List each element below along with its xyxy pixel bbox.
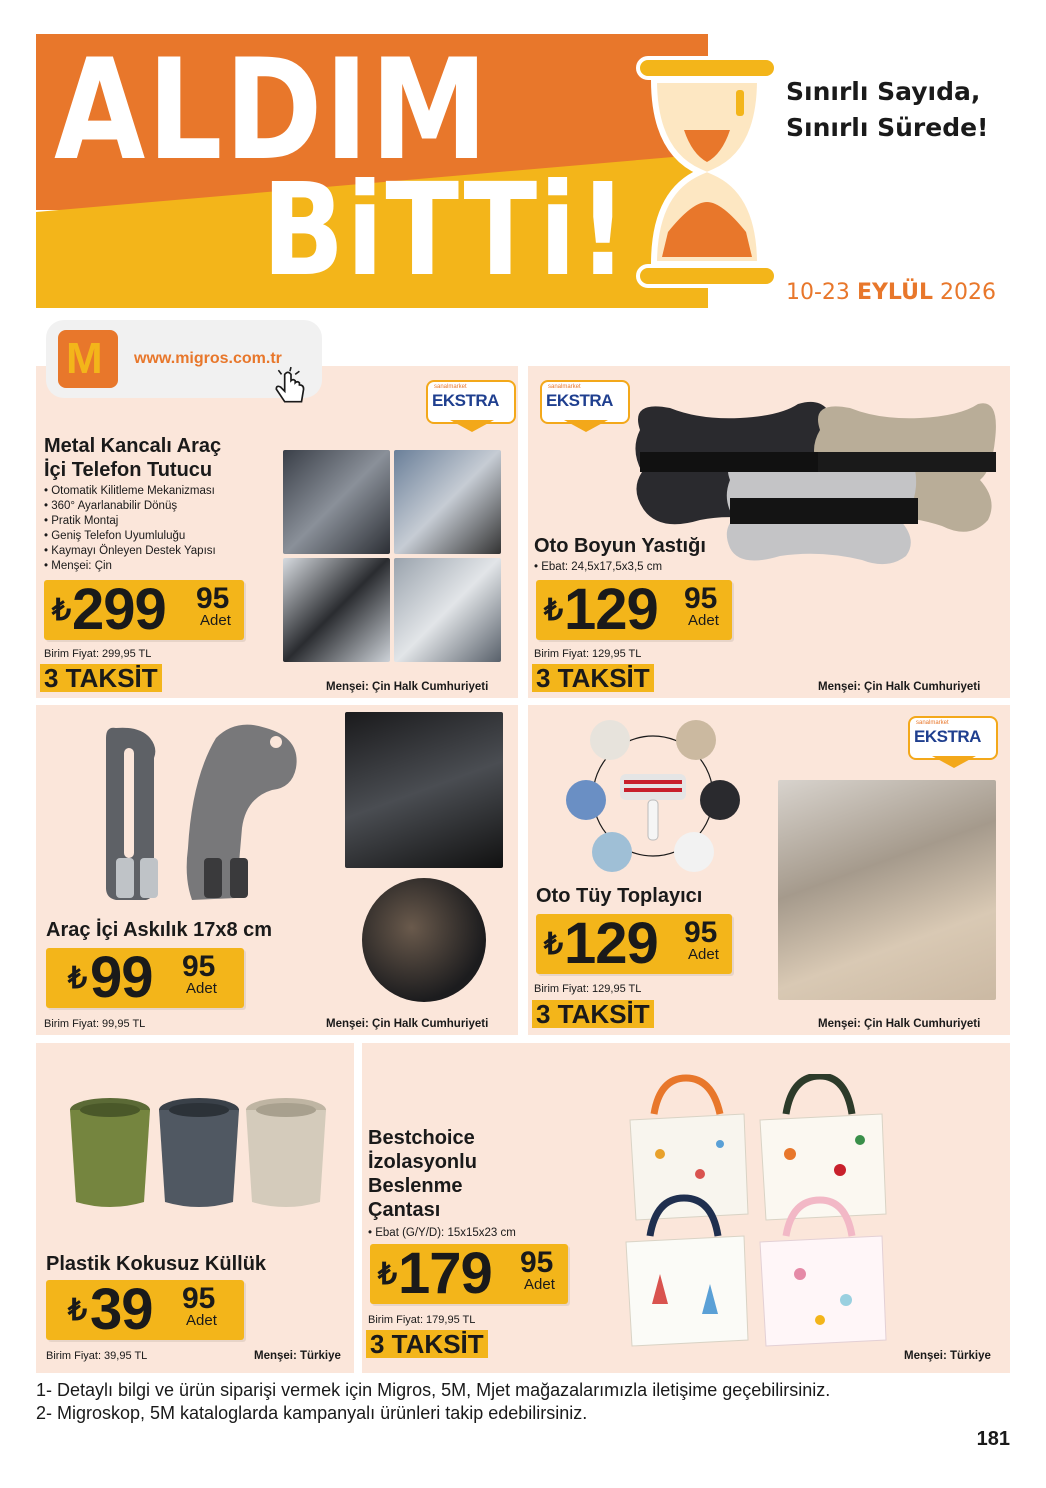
origin-label: Menşei: Türkiye bbox=[904, 1350, 991, 1362]
tagline-line1: Sınırlı Sayıda, bbox=[786, 77, 981, 106]
date-range: 10-23 bbox=[786, 280, 850, 305]
price-integer: 129 bbox=[564, 577, 658, 642]
feature-item: • Ebat (G/Y/D): 15x15x23 cm bbox=[368, 1226, 516, 1241]
product-photo bbox=[394, 558, 501, 662]
unit-price: Birim Fiyat: 299,95 TL bbox=[44, 648, 152, 660]
footer-note-1: 1- Detaylı bilgi ve ürün siparişi vermek için Migros, 5M, Mjet mağazalarımızla iletişime geçebilirsiniz. bbox=[36, 1380, 831, 1400]
website-banner[interactable] bbox=[46, 320, 322, 398]
price-tag bbox=[46, 1277, 244, 1342]
installment-badge: 3 TAKSİT bbox=[532, 1000, 654, 1028]
product-photo bbox=[96, 718, 306, 908]
migros-logo bbox=[58, 330, 118, 388]
product-name: Oto Boyun Yastığı bbox=[534, 535, 706, 557]
currency-symbol: ₺ bbox=[378, 1258, 398, 1291]
feature-list bbox=[534, 560, 662, 575]
product-photo bbox=[620, 1074, 894, 1354]
feature-item: • Kaymayı Önleyen Destek Yapısı bbox=[44, 544, 216, 559]
ekstra-badge bbox=[426, 380, 516, 432]
price-integer: 39 bbox=[90, 1277, 153, 1342]
product-photo bbox=[283, 450, 390, 554]
feature-item: • Menşei: Çin bbox=[44, 559, 216, 574]
price-tag bbox=[536, 911, 732, 976]
product-photo bbox=[283, 558, 390, 662]
product-photo bbox=[564, 716, 742, 876]
price-integer: 299 bbox=[72, 577, 166, 642]
date-month: EYLÜL bbox=[856, 280, 934, 305]
price-decimal: 95 bbox=[182, 1282, 216, 1315]
price-tag bbox=[536, 577, 732, 642]
feature-item: • Geniş Telefon Uyumluluğu bbox=[44, 529, 216, 544]
feature-item: • Pratik Montaj bbox=[44, 514, 216, 529]
product-photo bbox=[66, 1096, 328, 1212]
unit-price: Birim Fiyat: 99,95 TL bbox=[44, 1018, 146, 1030]
price-tag bbox=[44, 577, 244, 642]
unit-price: Birim Fiyat: 39,95 TL bbox=[46, 1350, 148, 1362]
product-name: Oto Tüy Toplayıcı bbox=[536, 885, 703, 907]
currency-symbol: ₺ bbox=[544, 594, 564, 627]
tagline bbox=[786, 74, 988, 146]
origin-label: Menşei: Çin Halk Cumhuriyeti bbox=[818, 1018, 981, 1030]
price-decimal: 95 bbox=[520, 1246, 554, 1279]
product-photo bbox=[345, 712, 503, 868]
product-name-line2: İçi Telefon Tutucu bbox=[44, 459, 213, 481]
badge-small: sanalmarket bbox=[434, 384, 467, 390]
badge-big: EKSTRA bbox=[432, 391, 499, 410]
price-unit: Adet bbox=[200, 612, 231, 629]
hourglass-icon bbox=[632, 52, 782, 292]
price-unit: Adet bbox=[186, 980, 217, 997]
feature-item: • Ebat: 24,5x17,5x3,5 cm bbox=[534, 560, 662, 575]
page-number: 181 bbox=[976, 1428, 1010, 1450]
product-photo bbox=[362, 878, 486, 1002]
price-tag bbox=[370, 1241, 568, 1306]
badge-big: EKSTRA bbox=[546, 391, 613, 410]
price-unit: Adet bbox=[186, 1312, 217, 1329]
installment-badge: 3 TAKSİT bbox=[532, 664, 654, 692]
price-unit: Adet bbox=[688, 946, 719, 963]
migros-logo-letter: M bbox=[66, 334, 103, 383]
price-integer: 179 bbox=[398, 1241, 492, 1306]
product-name-line1: Bestchoice bbox=[368, 1127, 475, 1149]
product-name: Plastik Kokusuz Küllük bbox=[46, 1253, 267, 1275]
feature-item: • 360° Ayarlanabilir Dönüş bbox=[44, 499, 216, 514]
product-photo bbox=[778, 780, 996, 1000]
origin-label: Menşei: Çin Halk Cumhuriyeti bbox=[326, 1018, 489, 1030]
badge-small: sanalmarket bbox=[548, 384, 581, 390]
product-name-line1: Metal Kancalı Araç bbox=[44, 435, 222, 457]
footer-note-2: 2- Migroskop, 5M kataloglarda kampanyalı ürünleri takip edebilirsiniz. bbox=[36, 1403, 588, 1423]
origin-label: Menşei: Çin Halk Cumhuriyeti bbox=[326, 681, 489, 693]
product-name bbox=[44, 434, 221, 482]
feature-list bbox=[44, 484, 216, 574]
unit-price: Birim Fiyat: 179,95 TL bbox=[368, 1314, 476, 1326]
tagline-line2: Sınırlı Sürede! bbox=[786, 113, 989, 142]
price-unit: Adet bbox=[688, 612, 719, 629]
unit-price: Birim Fiyat: 129,95 TL bbox=[534, 983, 642, 995]
campaign-date bbox=[786, 280, 996, 305]
header-title-line2: BiTTi! bbox=[262, 157, 630, 305]
price-decimal: 95 bbox=[684, 582, 718, 615]
feature-item: • Otomatik Kilitleme Mekanizması bbox=[44, 484, 216, 499]
badge-small: sanalmarket bbox=[916, 720, 949, 726]
product-photo bbox=[394, 450, 501, 554]
origin-label: Menşei: Çin Halk Cumhuriyeti bbox=[818, 681, 981, 693]
currency-symbol: ₺ bbox=[52, 594, 72, 627]
badge-big: EKSTRA bbox=[914, 727, 981, 746]
installment-badge: 3 TAKSİT bbox=[40, 664, 162, 692]
price-tag bbox=[46, 945, 244, 1010]
price-integer: 99 bbox=[90, 945, 153, 1010]
price-decimal: 95 bbox=[196, 582, 230, 615]
unit-price: Birim Fiyat: 129,95 TL bbox=[534, 648, 642, 660]
price-unit: Adet bbox=[524, 1276, 555, 1293]
website-url[interactable]: www.migros.com.tr bbox=[134, 350, 282, 367]
feature-list bbox=[368, 1226, 516, 1241]
product-name bbox=[368, 1126, 477, 1222]
product-name-line3: Beslenme bbox=[368, 1175, 463, 1197]
pointer-hand-icon bbox=[270, 366, 312, 408]
currency-symbol: ₺ bbox=[544, 928, 564, 961]
price-integer: 129 bbox=[564, 911, 658, 976]
product-name-line2: İzolasyonlu bbox=[368, 1151, 477, 1173]
price-decimal: 95 bbox=[182, 950, 216, 983]
installment-badge: 3 TAKSİT bbox=[366, 1330, 488, 1358]
currency-symbol: ₺ bbox=[68, 1294, 88, 1327]
ekstra-badge bbox=[908, 716, 998, 768]
date-year: 2026 bbox=[940, 280, 997, 305]
product-name-line4: Çantası bbox=[368, 1199, 441, 1221]
currency-symbol: ₺ bbox=[68, 962, 88, 995]
ekstra-badge bbox=[540, 380, 630, 432]
product-name: Araç İçi Askılık 17x8 cm bbox=[46, 919, 273, 941]
price-decimal: 95 bbox=[684, 916, 718, 949]
origin-label: Menşei: Türkiye bbox=[254, 1350, 341, 1362]
header-title-line1: ALDIM bbox=[54, 28, 490, 192]
